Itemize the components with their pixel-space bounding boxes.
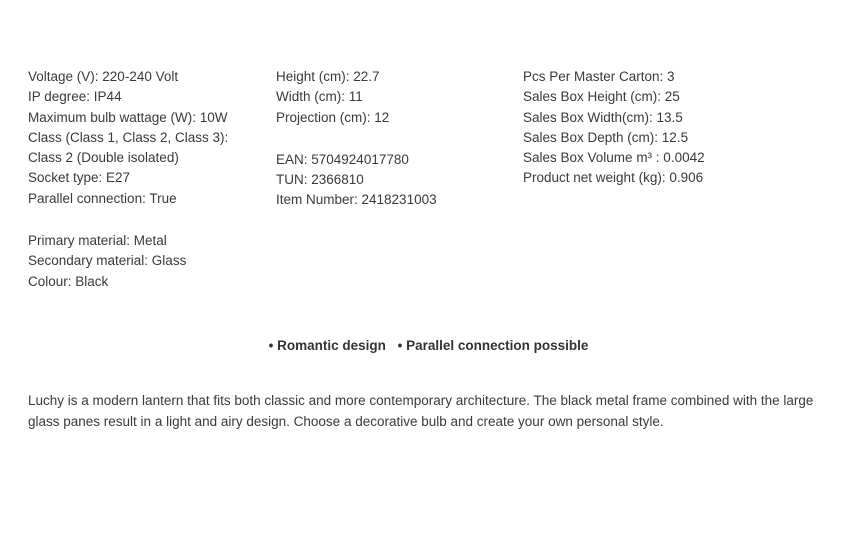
spec-column-dimensions <box>276 67 516 211</box>
spec-tun: TUN: 2366810 <box>276 172 364 188</box>
spec-column-electrical <box>28 67 268 292</box>
spec-item-number: Item Number: 2418231003 <box>276 192 437 208</box>
highlight-parallel-connection: • Parallel connection possible <box>397 338 589 353</box>
product-highlights <box>0 336 857 356</box>
spec-box-volume: Sales Box Volume m³ : 0.0042 <box>523 150 705 166</box>
spec-class-value: Class 2 (Double isolated) <box>28 150 179 166</box>
spec-column-packaging <box>523 67 823 189</box>
spec-socket-type: Socket type: E27 <box>28 170 131 186</box>
spec-net-weight: Product net weight (kg): 0.906 <box>523 170 704 186</box>
highlight-romantic-design: • Romantic design <box>268 338 386 353</box>
spacer <box>276 128 516 150</box>
product-description: Luchy is a modern lantern that fits both classic and more contemporary architecture. The black metal frame combined with the large glass panes result in a light and airy design. Choose a decorative bulb and create your own personal style. <box>28 393 814 429</box>
spec-voltage: Voltage (V): 220-240 Volt <box>28 69 179 84</box>
spec-pcs-per-carton: Pcs Per Master Carton: 3 <box>523 69 675 84</box>
spec-max-wattage: Maximum bulb wattage (W): 10W <box>28 109 228 125</box>
spec-parallel-connection: Parallel connection: True <box>28 190 177 206</box>
spec-ean: EAN: 5704924017780 <box>276 151 409 167</box>
spec-class-label: Class (Class 1, Class 2, Class 3): <box>28 129 229 145</box>
spec-box-width: Sales Box Width(cm): 13.5 <box>523 109 683 125</box>
spec-secondary-material: Secondary material: Glass <box>28 253 187 269</box>
spacer <box>28 209 268 231</box>
spec-colour: Colour: Black <box>28 273 109 289</box>
spec-ip-degree: IP degree: IP44 <box>28 89 122 105</box>
spec-height: Height (cm): 22.7 <box>276 69 380 84</box>
spec-projection: Projection (cm): 12 <box>276 109 390 125</box>
spec-box-height: Sales Box Height (cm): 25 <box>523 89 680 105</box>
spec-primary-material: Primary material: Metal <box>28 233 167 249</box>
spec-box-depth: Sales Box Depth (cm): 12.5 <box>523 129 689 145</box>
spec-width: Width (cm): 11 <box>276 89 363 105</box>
